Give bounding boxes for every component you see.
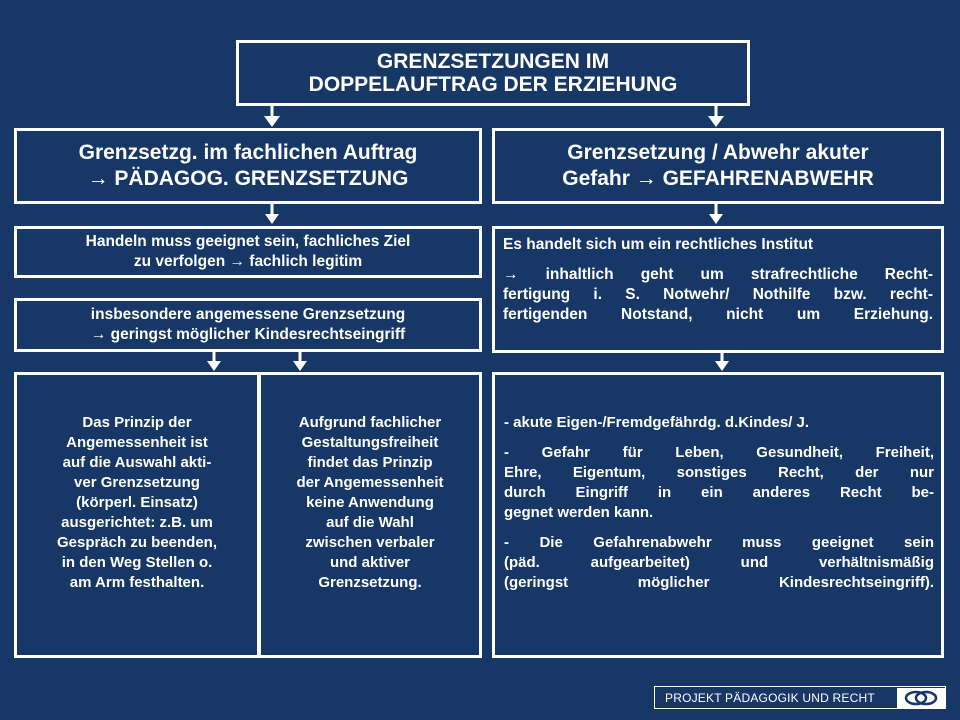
right-box-gefahr (492, 372, 944, 658)
right-box2-item3-line-2: (päd. aufgearbeitet) und verhältnismäßig (504, 554, 934, 571)
title-line-2: DOPPELAUFTRAG DER ERZIEHUNG (308, 73, 678, 96)
col2-line-1: Aufgrund fachlicher (298, 414, 442, 431)
right-head-line-2: Gefahr → GEFAHRENABWEHR (562, 167, 874, 190)
left-box2-line-1: insbesondere angemessene Grenzsetzung (90, 306, 406, 323)
double-ring-logo-icon (897, 688, 945, 708)
arrow-left-col1-head (207, 361, 221, 371)
col1-line-2: Angemessenheit ist (66, 434, 208, 451)
left-col-prinzip (14, 372, 260, 658)
title-line-1: GRENZSETZUNGEN IM (376, 50, 610, 73)
right-head-line-1: Grenzsetzung / Abwehr akuter (567, 141, 869, 164)
right-box1-para2-line-2: fertigung i. S. Notwehr/ Nothilfe bzw. recht- (503, 286, 933, 303)
col1-line-3: auf die Auswahl akti- (62, 454, 212, 471)
title-box (236, 40, 750, 106)
right-box2-item2-line-2: Ehre, Eigentum, sonstiges Recht, der nur (504, 464, 934, 481)
col2-line-9: Grenzsetzung. (318, 574, 422, 591)
left-box1-line-1: Handeln muss geeignet sein, fachliches Ziel (85, 233, 411, 250)
right-box1-para2-line-1: → inhaltlich geht um strafrechtliche Recht- (503, 266, 933, 283)
col2-line-6: auf die Wahl (326, 514, 414, 531)
footer-badge (654, 686, 946, 709)
left-box2-line-2: → geringst möglicher Kindesrechtseingriff (90, 326, 406, 343)
right-box2-item3-line-1: - Die Gefahrenabwehr muss geeignet sein (504, 534, 934, 551)
left-box-angemessen (14, 298, 482, 352)
col1-line-6: ausgerichtet: z.B. um (61, 514, 213, 531)
right-head-box (492, 128, 944, 204)
right-box1-para2-line-3: fertigenden Notstand, nicht um Erziehung. (503, 306, 933, 323)
col1-line-5: (körperl. Einsatz) (76, 494, 198, 511)
arrow-title-right-head (708, 116, 724, 127)
col1-line-4: ver Grenzsetzung (74, 474, 200, 491)
left-head-line-1: Grenzsetzg. im fachlichen Auftrag (78, 141, 418, 164)
right-box-institut (492, 226, 944, 353)
left-box-legitim (14, 226, 482, 278)
col1-line-8: in den Weg Stellen o. (61, 554, 213, 571)
left-head-line-2: → PÄDAGOG. GRENZSETZUNG (87, 167, 409, 190)
left-col-gestaltungsfreiheit (258, 372, 482, 658)
arrow-title-left-head (264, 116, 280, 127)
col2-line-3: findet das Prinzip (307, 454, 433, 471)
col1-line-1: Das Prinzip der (82, 414, 192, 431)
right-box2-item2-line-3: durch Eingriff in ein anderes Recht be- (504, 484, 934, 501)
arrow-right-box1-box2-head (715, 361, 729, 371)
left-head-box (14, 128, 482, 204)
col2-line-5: keine Anwendung (306, 494, 434, 511)
right-box2-item2-line-1: - Gefahr für Leben, Gesundheit, Freiheit, (504, 444, 934, 461)
right-box2-item3-line-3: (geringst möglicher Kindesrechtseingriff). (504, 574, 934, 591)
right-box1-line-1: Es handelt sich um ein rechtliches Institut (503, 236, 814, 253)
right-box2-item-1: - akute Eigen-/Fremdgefährdg. d.Kindes/ J. (504, 414, 810, 431)
col2-line-7: zwischen verbaler (305, 534, 435, 551)
col2-line-4: der Angemessenheit (296, 474, 444, 491)
col1-line-7: Gespräch zu beenden, (56, 534, 218, 551)
arrow-left-head-box1-head (265, 214, 279, 224)
arrow-right-head-box1-head (709, 214, 723, 224)
arrow-left-col2-head (293, 361, 307, 371)
col2-line-2: Gestaltungsfreiheit (301, 434, 439, 451)
right-box2-item2-line-4: gegnet werden kann. (504, 504, 654, 521)
footer-label: PROJEKT PÄDAGOGIK UND RECHT (665, 690, 875, 705)
col2-line-8: und aktiver (329, 554, 411, 571)
col1-line-9: am Arm festhalten. (69, 574, 205, 591)
left-box1-line-2: zu verfolgen → fachlich legitim (133, 253, 363, 270)
